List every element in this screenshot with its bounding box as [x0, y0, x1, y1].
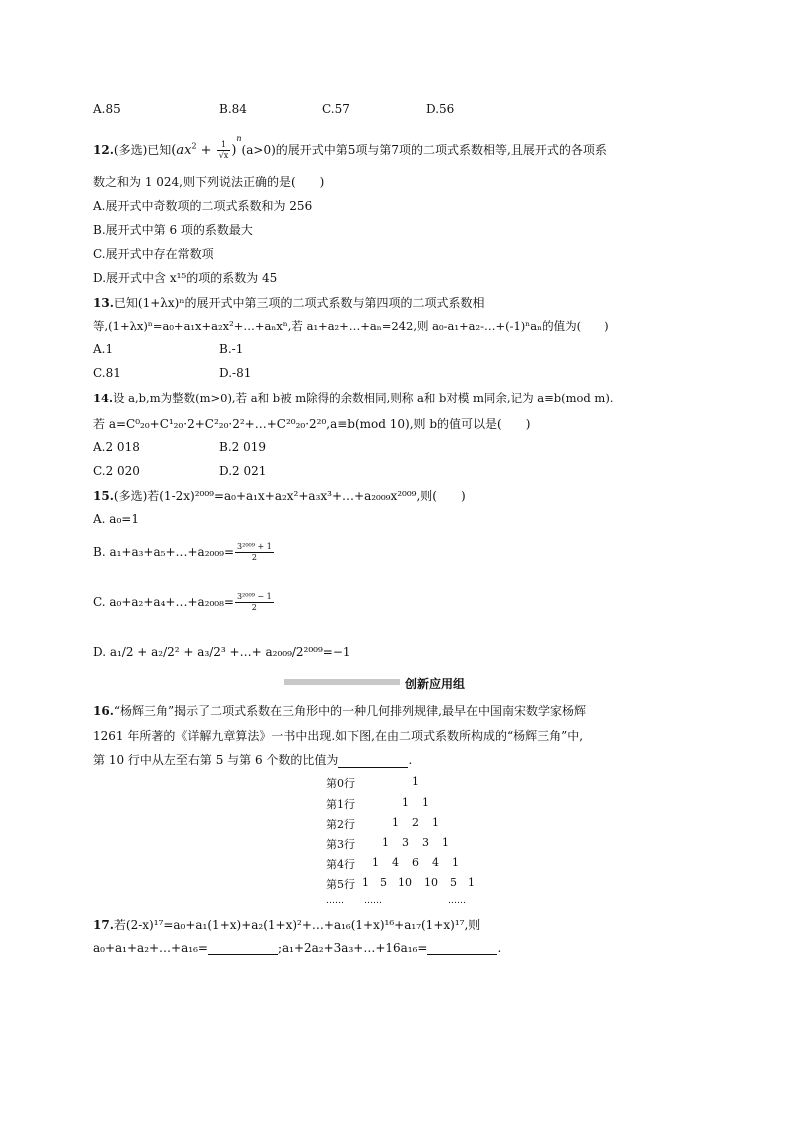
triangle-value: 10: [398, 876, 412, 889]
triangle-value: 1: [452, 856, 459, 869]
q17-line2b: ;a₁+2a₂+3a₃+…+16a₁₆=: [277, 941, 428, 955]
triangle-value: 6: [412, 856, 419, 869]
triangle-row-1: [326, 796, 429, 812]
q16-line1-text: “杨辉三角”揭示了二项式系数在三角形中的一种几何排列规律,最早在中国南宋数学家杨辉: [113, 704, 586, 718]
q15-option-a: A. a₀=1: [93, 512, 139, 526]
triangle-value: 1: [468, 876, 475, 889]
section-title: 创新应用组: [405, 677, 466, 691]
q17-number: 17.: [93, 918, 114, 932]
triangle-dots: ……: [326, 896, 344, 906]
triangle-row-label: 第5行: [326, 878, 355, 891]
triangle-row-5: [326, 876, 475, 892]
q17-line1-text: 若(2-x)¹⁷=a₀+a₁(1+x)+a₂(1+x)²+…+a₁₆(1+x)¹⁶+a₁₇(1+x)¹⁷,则: [113, 918, 481, 932]
q14-option-a: A.2 018: [93, 440, 140, 454]
q15-stem: [93, 487, 466, 504]
triangle-row-label: 第4行: [326, 858, 355, 871]
q12-expr: ($ax^2$ + $\frac{1}{√x}$ )$^n$: [171, 133, 242, 160]
q13-option-a: A.1: [93, 342, 114, 356]
triangle-value: 1: [362, 876, 369, 889]
triangle-row-0: [326, 775, 419, 791]
triangle-value: 4: [432, 856, 439, 869]
q12-option-b: B.展开式中第 6 项的系数最大: [93, 223, 253, 237]
triangle-row-3: [326, 836, 449, 852]
q15-number: 15.: [93, 489, 114, 503]
q12-stem-line1: [93, 133, 607, 161]
q13-option-b: B.-1: [219, 342, 244, 356]
q13-number: 13.: [93, 296, 114, 310]
q17-answer-blank-2[interactable]: [427, 942, 497, 955]
q16-answer-blank[interactable]: [338, 755, 408, 768]
q14-line1: 设 a,b,m为整数(m>0),若 a和 b被 m除得的余数相同,则称 a和 b对模 m同余,记为 a≡b(mod m).: [113, 391, 614, 405]
q16-number: 16.: [93, 704, 114, 718]
q13-option-c: C.81: [93, 366, 121, 380]
q11-option-d: D.56: [426, 102, 455, 116]
q15-option-c: [93, 592, 275, 613]
triangle-value: 1: [442, 836, 449, 849]
q11-option-c: C.57: [322, 102, 350, 116]
q15-option-b-num: 3²⁰⁰⁹ + 1: [237, 542, 272, 551]
q13-option-d: D.-81: [219, 366, 252, 380]
triangle-value: 1: [382, 836, 389, 849]
q14-option-c: C.2 020: [93, 464, 140, 478]
q12-option-c: C.展开式中存在常数项: [93, 247, 214, 261]
q12-frac-num: 1: [217, 140, 231, 151]
section-bar: [284, 679, 400, 685]
q15-option-c-lhs: C. a₀+a₂+a₄+…+a₂₀₀₈=: [93, 595, 234, 609]
q13-stem-line2: 等,(1+λx)ⁿ=a₀+a₁x+a₂x²+…+aₙxⁿ,若 a₁+a₂+…+aₙ=242,则 a₀-a₁+a₂-…+(-1)ⁿaₙ的值为( ): [93, 319, 609, 333]
triangle-dots: ……: [448, 896, 466, 906]
q11-option-a: A.85: [93, 102, 121, 116]
q15-option-c-frac: [235, 592, 274, 613]
q17-line2: [93, 941, 501, 955]
q14-option-d: D.2 021: [219, 464, 267, 478]
triangle-value: 2: [412, 816, 419, 829]
triangle-row-label: 第3行: [326, 838, 355, 851]
triangle-value: 1: [422, 796, 429, 809]
q15-option-b-frac: [235, 542, 274, 563]
triangle-value: 1: [372, 856, 379, 869]
q15-option-b: [93, 542, 275, 563]
q12-expr-a: ax: [176, 143, 192, 158]
q17-line2c: .: [497, 941, 502, 955]
triangle-row-label: 第1行: [326, 798, 355, 811]
q15-option-d: D. a₁/2 + a₂/2² + a₃/2³ +…+ a₂₀₀₉/2²⁰⁰⁹=−1: [93, 645, 351, 659]
triangle-value: 10: [424, 876, 438, 889]
q16-line1: [93, 702, 586, 719]
triangle-dots: ……: [364, 896, 382, 906]
triangle-value: 4: [392, 856, 399, 869]
triangle-value: 1: [412, 775, 419, 788]
q12-text1: 的展开式中第5项与第7项的二项式系数相等,且展开式的各项系: [275, 143, 607, 157]
triangle-value: 1: [432, 816, 439, 829]
q12-option-a: A.展开式中奇数项的二项式系数和为 256: [93, 199, 313, 213]
q12-prefix: (多选)已知: [113, 143, 172, 157]
triangle-value: 5: [380, 876, 387, 889]
q12-expr-plus: +: [196, 143, 216, 158]
q15-option-b-lhs: B. a₁+a₃+a₅+…+a₂₀₀₉=: [93, 545, 235, 559]
q16-line3-text: 第 10 行中从左至右第 5 与第 6 个数的比值为: [93, 753, 339, 767]
q12-stem-line2: 数之和为 1 024,则下列说法正确的是( ): [93, 175, 325, 189]
triangle-value: 3: [402, 836, 409, 849]
q16-line2: 1261 年所著的《详解九章算法》一书中出现.如下图,在由二项式系数所构成的“杨辉三角”中,: [93, 729, 584, 743]
q12-number: 12.: [93, 143, 114, 157]
triangle-value: 5: [450, 876, 457, 889]
triangle-row-2: [326, 816, 439, 832]
q12-exp-n: n: [236, 133, 242, 143]
q14-stem-line1: [93, 390, 613, 406]
q17-line2a: a₀+a₁+a₂+…+a₁₆=: [93, 941, 208, 955]
q15-option-c-den: 2: [251, 603, 257, 612]
q14-stem-line2: 若 a=C⁰₂₀+C¹₂₀·2+C²₂₀·2²+…+C²⁰₂₀·2²⁰,a≡b(mod 10),则 b的值可以是( ): [93, 417, 531, 431]
q16-line3-end: .: [408, 753, 413, 767]
triangle-value: 3: [422, 836, 429, 849]
q17-answer-blank-1[interactable]: [208, 942, 278, 955]
q14-option-b: B.2 019: [219, 440, 266, 454]
q15-line1: (多选)若(1-2x)²⁰⁰⁹=a₀+a₁x+a₂x²+a₃x³+…+a₂₀₀₉x²⁰⁰⁹,则( ): [113, 489, 466, 503]
q12-cond: (a>0): [241, 143, 276, 157]
q13-line1: 已知(1+λx)ⁿ的展开式中第三项的二项式系数与第四项的二项式系数相: [113, 296, 485, 310]
q15-option-c-num: 3²⁰⁰⁹ − 1: [236, 592, 272, 601]
q13-stem-line1: [93, 294, 485, 311]
q12-fraction: [217, 140, 231, 161]
triangle-value: 1: [392, 816, 399, 829]
q12-frac-den: √x: [218, 151, 229, 160]
q11-option-b: B.84: [219, 102, 247, 116]
triangle-row-4: [326, 856, 459, 872]
triangle-value: 1: [402, 796, 409, 809]
q14-number: 14.: [93, 391, 114, 405]
q12-option-d: D.展开式中含 x¹⁵的项的系数为 45: [93, 271, 278, 285]
q16-line3: [93, 751, 412, 768]
q17-line1: [93, 916, 480, 933]
triangle-row-label: 第0行: [326, 777, 355, 790]
triangle-row-label: 第2行: [326, 818, 355, 831]
q15-option-b-den: 2: [251, 553, 257, 562]
